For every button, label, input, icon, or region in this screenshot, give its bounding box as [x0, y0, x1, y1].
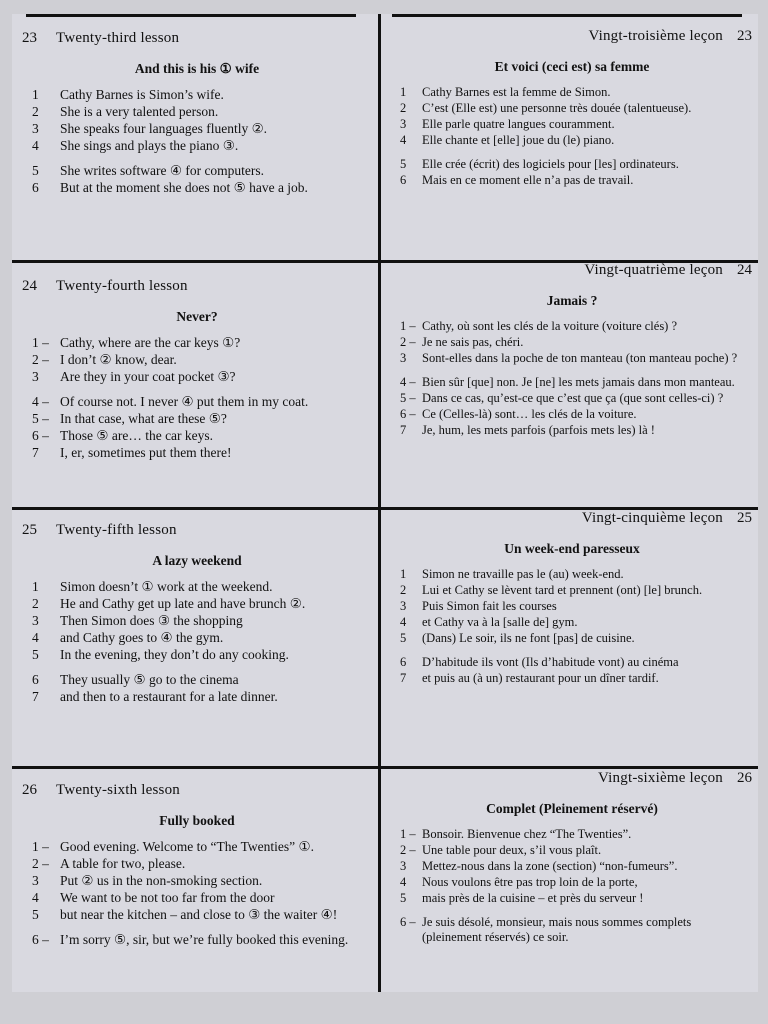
- lesson-sheet: [12, 14, 758, 992]
- lesson-23-english: [22, 30, 372, 197]
- dialogue-line: 5 but near the kitchen – and close to ③ the waiter ④!: [32, 907, 338, 922]
- dialogue-line: 1 Cathy Barnes est la femme de Simon.: [400, 85, 611, 99]
- dialogue-line: 4 She sings and plays the piano ③.: [32, 138, 239, 153]
- dialogue-line: 1 – Cathy, où sont les clés de la voiture (voiture clés) ?: [400, 319, 678, 333]
- lesson-number: 23: [22, 30, 37, 46]
- dialogue-line: 5 (Dans) Le soir, ils ne font [pas] de cuisine.: [400, 631, 635, 645]
- dialogue-line: 3 Mettez-nous dans la zone (section) “non-fumeurs”.: [400, 859, 678, 873]
- dialogue-line: 4 Elle chante et [elle] joue du (le) piano.: [400, 133, 615, 147]
- center-divider: [378, 14, 381, 992]
- dialogue-line: 4 et Cathy va à la [salle de] gym.: [400, 615, 578, 629]
- lesson-number: 25: [737, 510, 752, 526]
- dialogue-line: 1 Simon ne travaille pas le (au) week-end.: [400, 567, 624, 581]
- lesson-25-english: [22, 522, 372, 706]
- dialogue-line: 2 C’est (Elle est) une personne très douée (talentueuse).: [400, 101, 692, 115]
- dialogue-line: 4 – Of course not. I never ④ put them in my coat.: [32, 394, 309, 409]
- dialogue-line: 7 et puis au (à un) restaurant pour un dîner tardif.: [400, 671, 659, 685]
- lesson-number: 25: [22, 522, 37, 538]
- dialogue-line: 7 Je, hum, les mets parfois (parfois mets les) là !: [400, 423, 655, 437]
- dialogue-line: 5 – Dans ce cas, qu’est-ce que c’est que ça (que sont celles-ci) ?: [400, 391, 724, 405]
- dialogue-line: 4 and Cathy goes to ④ the gym.: [32, 630, 224, 645]
- divider-3: [12, 766, 758, 769]
- dialogue-line: 4 – Bien sûr [que] non. Je [ne] les mets jamais dans mon manteau.: [400, 375, 735, 389]
- dialogue-line: 2 – Je ne sais pas, chéri.: [400, 335, 524, 349]
- dialogue-line: 3 Elle parle quatre langues couramment.: [400, 117, 615, 131]
- dialogue-line: 3 Put ② us in the non-smoking section.: [32, 873, 263, 888]
- dialogue-line: 1 – Bonsoir. Bienvenue chez “The Twenties”.: [400, 827, 632, 841]
- lesson-title: Vingt-quatrième leçon: [584, 262, 723, 278]
- dialogue-line: 6 – Those ⑤ are… the car keys.: [32, 428, 214, 443]
- lesson-title: Twenty-fifth lesson: [56, 522, 177, 538]
- dialogue-line: 2 – I don’t ② know, dear.: [32, 352, 177, 367]
- dialogue-line: 6 – Ce (Celles-là) sont… les clés de la voiture.: [400, 407, 637, 421]
- dialogue-line: 5 She writes software ④ for computers.: [32, 163, 265, 178]
- dialogue-line: 3 Sont-elles dans la poche de ton manteau (ton manteau poche) ?: [400, 351, 738, 365]
- lesson-title: Twenty-fourth lesson: [56, 278, 188, 294]
- dialogue-line: 2 – A table for two, please.: [32, 856, 186, 871]
- dialogue-line: 2 Lui et Cathy se lèvent tard et prennent (ont) [le] brunch.: [400, 583, 703, 597]
- lesson-24-french: [392, 262, 752, 439]
- dialogue-line: 1 Cathy Barnes is Simon’s wife.: [32, 87, 224, 102]
- dialogue-line: 4 Nous voulons être pas trop loin de la porte,: [400, 875, 638, 889]
- lesson-25-french: [392, 510, 752, 687]
- dialogue-line: 6 Mais en ce moment elle n’a pas de travail.: [400, 173, 634, 187]
- dialogue-line: 3 She speaks four languages fluently ②.: [32, 121, 268, 136]
- lesson-title: Twenty-sixth lesson: [56, 782, 180, 798]
- lesson-number: 23: [737, 28, 752, 44]
- lesson-title: Twenty-third lesson: [56, 30, 180, 46]
- lesson-number: 26: [737, 770, 752, 786]
- dialogue-line: 1 – Cathy, where are the car keys ①?: [32, 335, 241, 350]
- dialogue-line: 2 She is a very talented person.: [32, 104, 219, 119]
- dialogue-line: 7 and then to a restaurant for a late dinner.: [32, 689, 278, 704]
- top-rule-left: [26, 14, 356, 17]
- top-rule-right: [392, 14, 742, 17]
- dialogue-line: 2 – Une table pour deux, s’il vous plaît.: [400, 843, 602, 857]
- dialogue-title: Jamais ?: [546, 293, 598, 308]
- dialogue-line: 4 We want to be not too far from the door: [32, 890, 275, 905]
- dialogue-line: 3 Then Simon does ③ the shopping: [32, 613, 243, 628]
- dialogue-line: 1 – Good evening. Welcome to “The Twenties” ①.: [32, 839, 315, 854]
- lesson-number: 24: [737, 262, 752, 278]
- lesson-title: Vingt-cinquième leçon: [581, 510, 723, 526]
- dialogue-line: 3 Puis Simon fait les courses: [400, 599, 557, 613]
- dialogue-line: 6 – I’m sorry ⑤, sir, but we’re fully booked this evening.: [32, 932, 349, 947]
- lesson-26-french: [392, 770, 752, 946]
- lesson-number: 24: [22, 278, 37, 294]
- dialogue-line: 3 Are they in your coat pocket ③?: [32, 369, 236, 384]
- lesson-23-french: [392, 28, 752, 189]
- dialogue-title: Never?: [176, 309, 218, 324]
- dialogue-line: 1 Simon doesn’t ① work at the weekend.: [32, 579, 273, 594]
- dialogue-title: Un week-end paresseux: [504, 541, 640, 556]
- dialogue-line: 5 mais près de la cuisine – et près du serveur !: [400, 891, 644, 905]
- dialogue-line: 6 But at the moment she does not ⑤ have a job.: [32, 180, 308, 195]
- dialogue-title: Et voici (ceci est) sa femme: [494, 59, 650, 74]
- dialogue-line: 5 In the evening, they don’t do any cooking.: [32, 647, 289, 662]
- dialogue-title: A lazy weekend: [152, 553, 242, 568]
- lesson-title: Vingt-sixième leçon: [598, 770, 723, 786]
- dialogue-title: Complet (Pleinement réservé): [486, 801, 658, 816]
- dialogue-line: 5 Elle crée (écrit) des logiciels pour [les] ordinateurs.: [400, 157, 679, 171]
- dialogue-title: And this is his ① wife: [134, 61, 260, 76]
- dialogue-line: 7 I, er, sometimes put them there!: [32, 445, 232, 460]
- lesson-title: Vingt-troisième leçon: [588, 28, 723, 44]
- dialogue-line: 6 – Je suis désolé, monsieur, mais nous sommes complets (pleinement réservés) ce soir.: [400, 915, 692, 944]
- lesson-24-english: [22, 278, 372, 462]
- dialogue-line: 2 He and Cathy get up late and have brunch ②.: [32, 596, 306, 611]
- lesson-26-english: [22, 782, 372, 949]
- dialogue-title: Fully booked: [159, 813, 235, 828]
- lesson-number: 26: [22, 782, 37, 798]
- dialogue-line: 6 They usually ⑤ go to the cinema: [32, 672, 239, 687]
- dialogue-line: 6 D’habitude ils vont (Ils d’habitude vont) au cinéma: [400, 655, 679, 669]
- dialogue-line: 5 – In that case, what are these ⑤?: [32, 411, 227, 426]
